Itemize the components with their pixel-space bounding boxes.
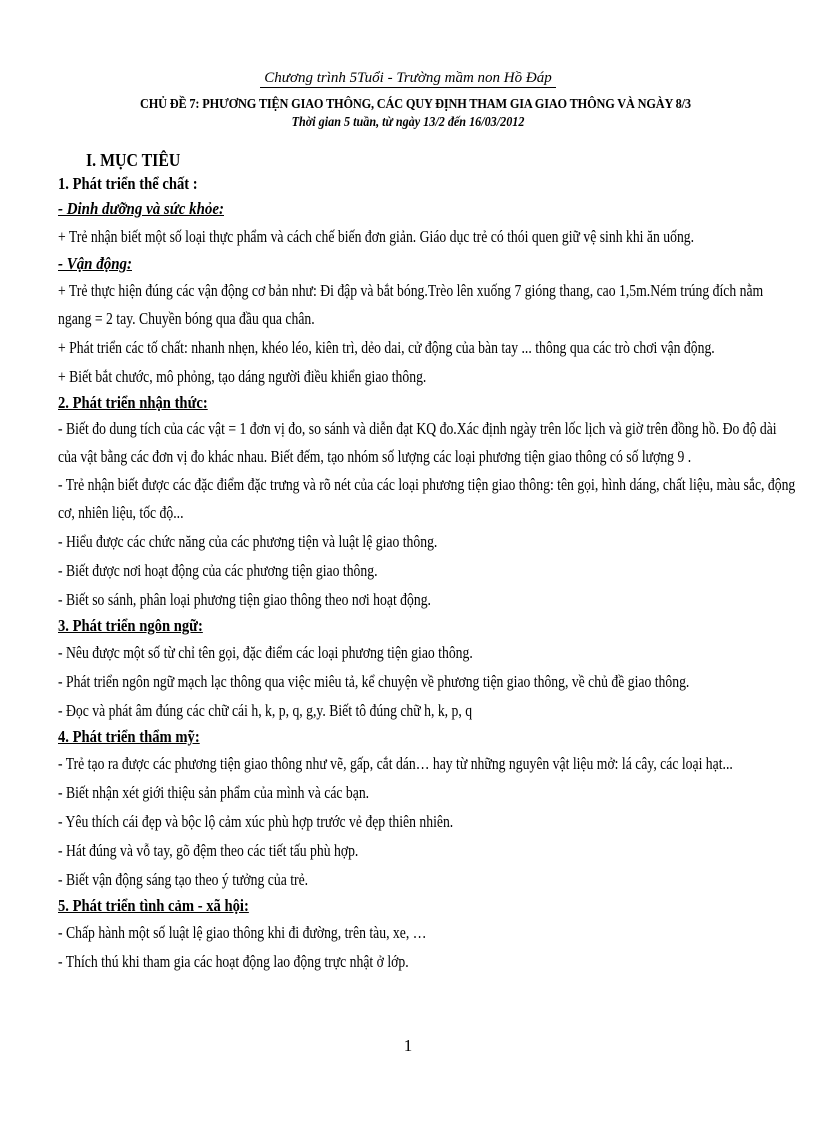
list-item: - Chấp hành một số luật lệ giao thông khi đi đường, trên tàu, xe, … <box>58 923 427 942</box>
list-item: - Thích thú khi tham gia các hoạt động lao động trực nhật ở lớp. <box>58 952 409 971</box>
list-item: + Biết bắt chước, mô phỏng, tạo dáng người điều khiển giao thông. <box>58 367 427 386</box>
heading-language: 3. Phát triển ngôn ngữ: <box>58 616 203 635</box>
heading-physical: 1. Phát triển thể chất : <box>58 174 198 193</box>
program-line: Chương trình 5Tuổi - Trường mầm non Hồ Đáp <box>260 70 555 88</box>
subheading-nutrition: - Dinh dưỡng và sức khỏe: <box>58 199 225 218</box>
list-item: - Trẻ tạo ra được các phương tiện giao thông như vẽ, gấp, cắt dán… hay từ những nguyên vật liệu mở: lá cây, các loại hạt... <box>58 754 733 773</box>
list-item: - Phát triển ngôn ngữ mạch lạc thông qua việc miêu tả, kể chuyện về phương tiện giao thông, về chủ đề giao thông. <box>58 672 690 691</box>
heading-cognitive: 2. Phát triển nhận thức: <box>58 393 208 412</box>
page-number: 1 <box>403 1036 413 1055</box>
list-item: + Trẻ thực hiện đúng các vận động cơ bản như: Đi đập và bắt bóng.Trèo lên xuống 7 gióng thang, cao 1,5m.Ném trúng đích nằm ngang = 2 tay. Chuyền bóng qua đầu qua chân. <box>58 281 764 328</box>
list-item: - Đọc và phát âm đúng các chữ cái h, k, p, q, g,y. Biết tô đúng chữ h, k, p, q <box>58 701 473 720</box>
content <box>58 148 798 976</box>
list-item: - Hiểu được các chức năng của các phương tiện và luật lệ giao thông. <box>58 532 438 551</box>
list-item: - Hát đúng và vỗ tay, gõ đệm theo các tiết tấu phù hợp. <box>58 841 359 860</box>
heading-social: 5. Phát triển tình cảm - xã hội: <box>58 896 249 915</box>
list-item: - Biết được nơi hoạt động của các phương tiện giao thông. <box>58 561 378 580</box>
heading-aesthetic: 4. Phát triển thẩm mỹ: <box>58 727 200 746</box>
list-item: - Yêu thích cái đẹp và bộc lộ cảm xúc phù hợp trước vẻ đẹp thiên nhiên. <box>58 812 454 831</box>
list-item: - Biết so sánh, phân loại phương tiện giao thông theo nơi hoạt động. <box>58 590 431 609</box>
list-item: - Biết nhận xét giới thiệu sản phẩm của mình và các bạn. <box>58 783 370 802</box>
list-item: + Phát triển các tố chất: nhanh nhẹn, khéo léo, kiên trì, dẻo dai, cử động của bàn tay ... thông qua các trò chơi vận động. <box>58 338 715 357</box>
list-item: + Trẻ nhận biết một số loại thực phẩm và cách chế biến đơn giản. Giáo dục trẻ có thói quen giữ vệ sinh khi ăn uống. <box>58 227 695 246</box>
section-title: I. MỤC TIÊU <box>86 150 181 170</box>
document-title: CHỦ ĐỀ 7: PHƯƠNG TIỆN GIAO THÔNG, CÁC QUY ĐỊNH THAM GIA GIAO THÔNG VÀ NGÀY 8/3 <box>140 97 691 112</box>
list-item: - Biết đo dung tích của các vật = 1 đơn vị đo, so sánh và diễn đạt KQ đo.Xác định ngày trên lốc lịch và giờ trên đồng hồ. Đo độ dài của vật bằng các đơn vị đo khác nhau. Biết đếm, tạo nhóm số lượng các loại phương tiện giao thông có số lượng 9 . <box>58 419 777 466</box>
subheading-movement: - Vận động: <box>58 254 132 273</box>
list-item: - Nêu được một số từ chỉ tên gọi, đặc điểm các loại phương tiện giao thông. <box>58 643 473 662</box>
list-item: - Biết vận động sáng tạo theo ý tưởng của trẻ. <box>58 870 309 889</box>
document-time: Thời gian 5 tuần, từ ngày 13/2 đến 16/03/2012 <box>291 114 525 129</box>
program-header <box>0 70 816 87</box>
list-item: - Trẻ nhận biết được các đặc điểm đặc trưng và rõ nét của các loại phương tiện giao thông: tên gọi, hình dáng, chất liệu, màu sắc, động cơ, nhiên liệu, tốc độ... <box>58 475 796 522</box>
